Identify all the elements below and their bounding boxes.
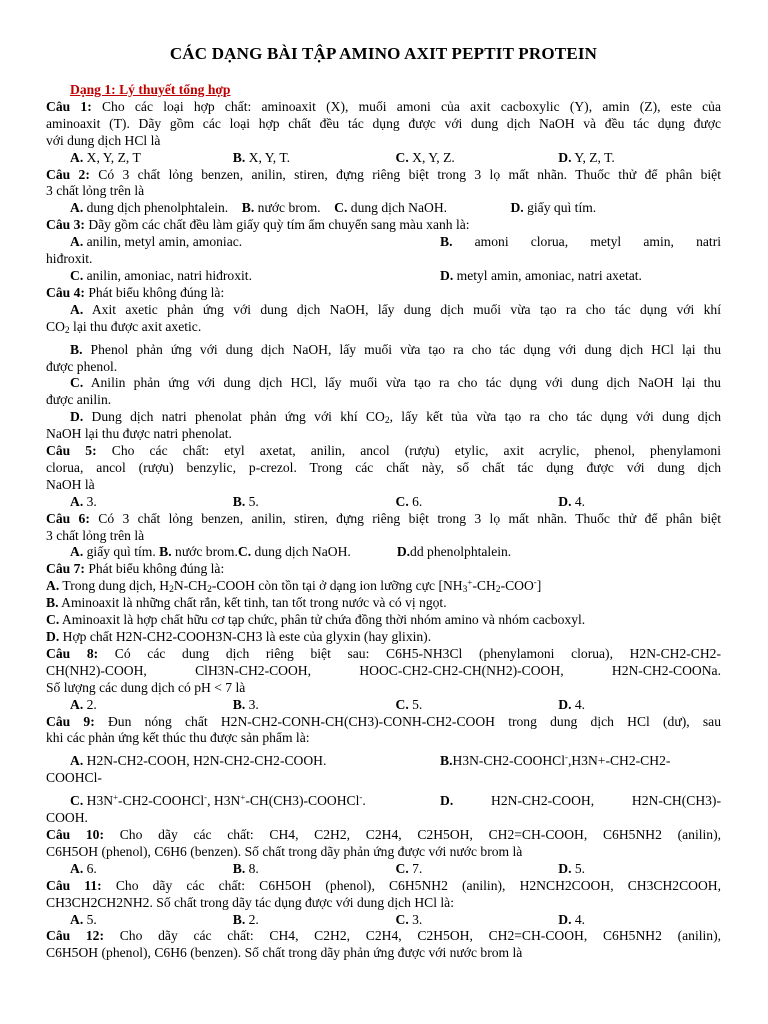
option-c: C. 7. [395, 860, 423, 876]
option-d: D. 5. [558, 860, 586, 876]
option-d: D. 4. [558, 493, 586, 509]
option-a: A. 5. [70, 911, 97, 927]
option-d: D. 4. [558, 911, 586, 927]
option-d: D. Y, Z, T. [558, 149, 615, 165]
option-c: C. H3N+-CH2-COOHCl-, H3N+-CH(CH3)-COOHCl-. [70, 792, 366, 809]
question-5-text: Câu 5: Cho các chất: etyl axetat, anilin, ancol (rượu) etylic, axit acrylic, phenol, phenylamoni [46, 443, 721, 459]
option-d: D. H2N-CH2-COOH, H2N-CH(CH3)- [440, 793, 721, 809]
option-b: B. amoni clorua, metyl amin, natri [440, 234, 721, 250]
question-8-text: Câu 8: Có các dung dịch riêng biệt sau: C6H5-NH3Cl (phenylamoni clorua), H2N-CH2-CH2- [46, 645, 721, 661]
option-b: B.H3N-CH2-COOHCl-,H3N+-CH2-CH2- [440, 752, 671, 769]
question-6-text: Câu 6: Có 3 chất lỏng benzen, anilin, stiren, đựng riêng biệt trong 3 lọ mất nhãn. Thuốc thử để phân biệt [46, 510, 721, 526]
option-d: D. Dung dịch natri phenolat phản ứng với khí $CO_2$, lấy kết tủa vừa tạo ra cho tác dụng với dung dịch [70, 409, 721, 427]
question-3-text: Câu 3: Dãy gồm các chất đều làm giấy quỳ tím ẩm chuyển sang màu xanh là: [46, 217, 470, 233]
option-b: B. X, Y, T. [232, 149, 291, 165]
option-a: A. 3. [70, 493, 97, 509]
option-c: C. 6. [395, 493, 423, 509]
question-11-options [46, 912, 721, 929]
page-title: CÁC DẠNG BÀI TẬP AMINO AXIT PEPTIT PROTEIN [169, 44, 598, 63]
option-c: C. Anilin phản ứng với dung dịch HCl, lấy muối vừa tạo ra cho tác dụng với dung dịch NaOH lại thu [70, 375, 721, 391]
question-1-text: Câu 1: Cho các loại hợp chất: aminoaxit (X), muối amoni của axit cacboxylic (Y), amin (Z), este của [46, 98, 721, 114]
option-c: C. 5. [395, 696, 423, 712]
question-12-text: Câu 12: Cho dãy các chất: CH4, C2H2, C2H4, C2H5OH, CH2=CH-COOH, C6H5NH2 (anilin), [46, 928, 721, 944]
question-2-text: Câu 2: Có 3 chất lỏng benzen, anilin, stiren, đựng riêng biệt trong 3 lọ mất nhãn. Thuốc thử để phân biệt [46, 166, 721, 182]
option-a: A. 2. [70, 696, 97, 712]
option-b: B. 2. [232, 911, 259, 927]
question-1-options [46, 150, 721, 167]
question-2-options: A. dung dịch phenolphtalein. B. nước brom. C. dung dịch NaOH. D. giấy quì tím. [70, 200, 597, 216]
option-b: B. 3. [232, 696, 259, 712]
option-a: A. H2N-CH2-COOH, H2N-CH2-CH2-COOH. [70, 753, 327, 769]
option-a: A. anilin, metyl amin, amoniac. [70, 234, 243, 250]
option-c: C. anilin, amoniac, natri hiđroxit. [70, 267, 252, 283]
option-a: A. X, Y, Z, T [70, 149, 141, 165]
question-10-text: Câu 10: Cho dãy các chất: CH4, C2H2, C2H4, C2H5OH, CH2=CH-COOH, C6H5NH2 (anilin), [46, 826, 721, 842]
option-c: C. Aminoaxit là hợp chất hữu cơ tạp chức, phân tử chứa đồng thời nhóm amino và nhóm cacboxyl. [46, 612, 586, 628]
option-d: D. metyl amin, amoniac, natri axetat. [440, 267, 642, 283]
option-c: C. X, Y, Z. [395, 149, 455, 165]
question-8-options [46, 697, 721, 714]
question-4-text: Câu 4: Phát biểu không đúng là: [46, 284, 225, 300]
option-b: B. 5. [232, 493, 259, 509]
question-6-options: A. giấy quì tím. B. nước brom.C. dung dịch NaOH. D.dd phenolphtalein. [70, 544, 512, 560]
option-a: A. 6. [70, 860, 97, 876]
option-a: A. Trong dung dịch, $H_2N-CH_2$-COOH còn tồn tại ở dạng ion lưỡng cực $[NH_3^+-CH_2-COO^-]$ [46, 578, 542, 596]
question-5-options [46, 494, 721, 511]
option-d: D. Hợp chất H2N-CH2-COOH3N-CH3 là este của glyxin (hay glixin). [46, 629, 432, 644]
option-a: A. Axit axetic phản ứng với dung dịch NaOH, lấy dung dịch muối vừa tạo ra cho tác dụng với khí [70, 301, 721, 317]
option-b: B. Aminoaxit là những chất rắn, kết tinh, tan tốt trong nước và có vị ngọt. [46, 595, 447, 611]
option-c: C. 3. [395, 911, 423, 927]
option-d: D. 4. [558, 696, 586, 712]
document-body: Dạng 1: Lý thuyết tổng hợp Câu 1: Cho các loại hợp chất: aminoaxit (X), muối amoni của axit cacboxylic (Y), amin (Z), este của aminoaxit (T). Dãy gồm các loại hợp chất đều tác dụng được với dung dịch NaOH và đều tác dụng được với dung dịch HCl là A. X, Y, Z, T B. X, Y, T. C. X, Y, Z. D. Y, Z, T. Câu 2: Có 3 chất lỏng benzen, anilin, stiren, đựng riêng biệt trong 3 lọ mất nhãn. Thuốc thử để phân biệt 3 chất lỏng trên là A. dung dịch phenolphtalein. B. nước brom. C. dung dịch NaOH. D. giấy quì tím. Câu 3: Dãy gồm các chất đều làm giấy quỳ tím ẩm chuyển sang màu xanh là: A. anilin, metyl amin, amoniac. B. amoni clorua, metyl amin, natri hiđroxit. C. anilin, amoniac, natri hiđroxit. D. metyl amin, amoniac, natri axetat. Câu 4: Phát biểu không đúng là: A. Axit axetic phản ứng với dung dịch NaOH, lấy dung dịch muối vừa tạo ra cho tác dụng với khí $CO_2$ lại thu được axit axetic. B. Phenol phản ứng với dung dịch NaOH, lấy muối vừa tạo ra cho tác dụng với dung dịch HCl lại thu được phenol. C. Anilin phản ứng với dung dịch HCl, lấy muối vừa tạo ra cho tác dụng với dung dịch NaOH lại thu được anilin. D. Dung dịch natri phenolat phản ứng với khí $CO_2$, lấy kết tủa vừa tạo ra cho tác dụng với dung dịch NaOH lại thu được natri phenolat. Câu 5: Cho các chất: etyl axetat, anilin, ancol (rượu) etylic, axit acrylic, phenol, phenylamoni clorua, ancol (rượu) benzylic, p-crezol. Trong các chất này, số chất tác dụng được với dung dịch NaOH là A. 3. B. 5. C. 6. D. 4. Câu 6: Có 3 chất lỏng benzen, anilin, stiren, đựng riêng biệt trong 3 lọ mất nhãn. Thuốc thử để phân biệt 3 chất lỏng trên là A. giấy quì tím. B. nước brom.C. dung dịch NaOH. D.dd phenolphtalein. Câu 7: Phát biểu không đúng là: A. Trong dung dịch, $H_2N-CH_2$-COOH còn tồn tại ở dạng ion lưỡng cực $[NH_3^+-CH_2-COO^-]$ B. Aminoaxit là những chất rắn, kết tinh, tan tốt trong nước và có vị ngọt. C. Aminoaxit là hợp chất hữu cơ tạp chức, phân tử chứa đồng thời nhóm amino và nhóm cacboxyl. D. Hợp chất H2N-CH2-COOH3N-CH3 là este của glyxin (hay glixin). Câu 8: Có các dung dịch riêng biệt sau: C6H5-NH3Cl (phenylamoni clorua), H2N-CH2-CH2- CH(NH2)-COOH, ClH3N-CH2-COOH, HOOC-CH2-CH2-CH(NH2)-COOH, H2N-CH2-COONa. Số lượng các dung dịch có pH < 7 là A. 2. B. 3. C. 5. D. 4. Câu 9: Đun nóng chất H2N-CH2-CONH-CH(CH3)-CONH-CH2-COOH trong dung dịch HCl (dư), sau khi các phản ứng kết thúc thu được sản phẩm là: A. H2N-CH2-COOH, H2N-CH2-CH2-COOH. B.H3N-CH2-COOHCl-,H3N+-CH2-CH2- COOHCl- C. H3N+-CH2-COOHCl-, H3N+-CH(CH3)-COOHCl-. D. H2N-CH2-COOH, H2N-CH(CH3)- COOH. Câu 10: Cho dãy các chất: CH4, C2H2, C2H4, C2H5OH, CH2=CH-COOH, C6H5NH2 (anilin), C6H5OH (phenol), C6H6 (benzen). Số chất trong dãy phản ứng được với nước brom là A. 6. B. 8. C. 7. D. 5. Câu 11: Cho dãy các chất: C6H5OH (phenol), C6H5NH2 (anilin), H2NCH2COOH, CH3CH2COOH, CH3CH2CH2NH2. Số chất trong dãy tác dụng được với dung dịch HCl là: A. 5. B. 2. C. 3. D. 4. Câu 12: Cho dãy các chất: CH4, C2H2, C2H4, C2H5OH, CH2=CH-COOH, C6H5NH2 (anilin), C6H5OH (phenol), C6H6 (benzen). Số chất trong dãy phản ứng được với nước brom là [46, 82, 721, 961]
question-11-text: Câu 11: Cho dãy các chất: C6H5OH (phenol), C6H5NH2 (anilin), H2NCH2COOH, CH3CH2COOH, [46, 877, 721, 893]
option-b: B. Phenol phản ứng với dung dịch NaOH, lấy muối vừa tạo ra cho tác dụng với dung dịch HCl lại thu [70, 341, 721, 357]
option-b: B. 8. [232, 860, 259, 876]
section-heading: Dạng 1: Lý thuyết tổng hợp [70, 82, 231, 97]
question-10-options [46, 861, 721, 878]
question-9-text: Câu 9: Đun nóng chất H2N-CH2-CONH-CH(CH3)-CONH-CH2-COOH trong dung dịch HCl (dư), sau [46, 713, 721, 729]
question-7-text: Câu 7: Phát biểu không đúng là: [46, 561, 225, 577]
